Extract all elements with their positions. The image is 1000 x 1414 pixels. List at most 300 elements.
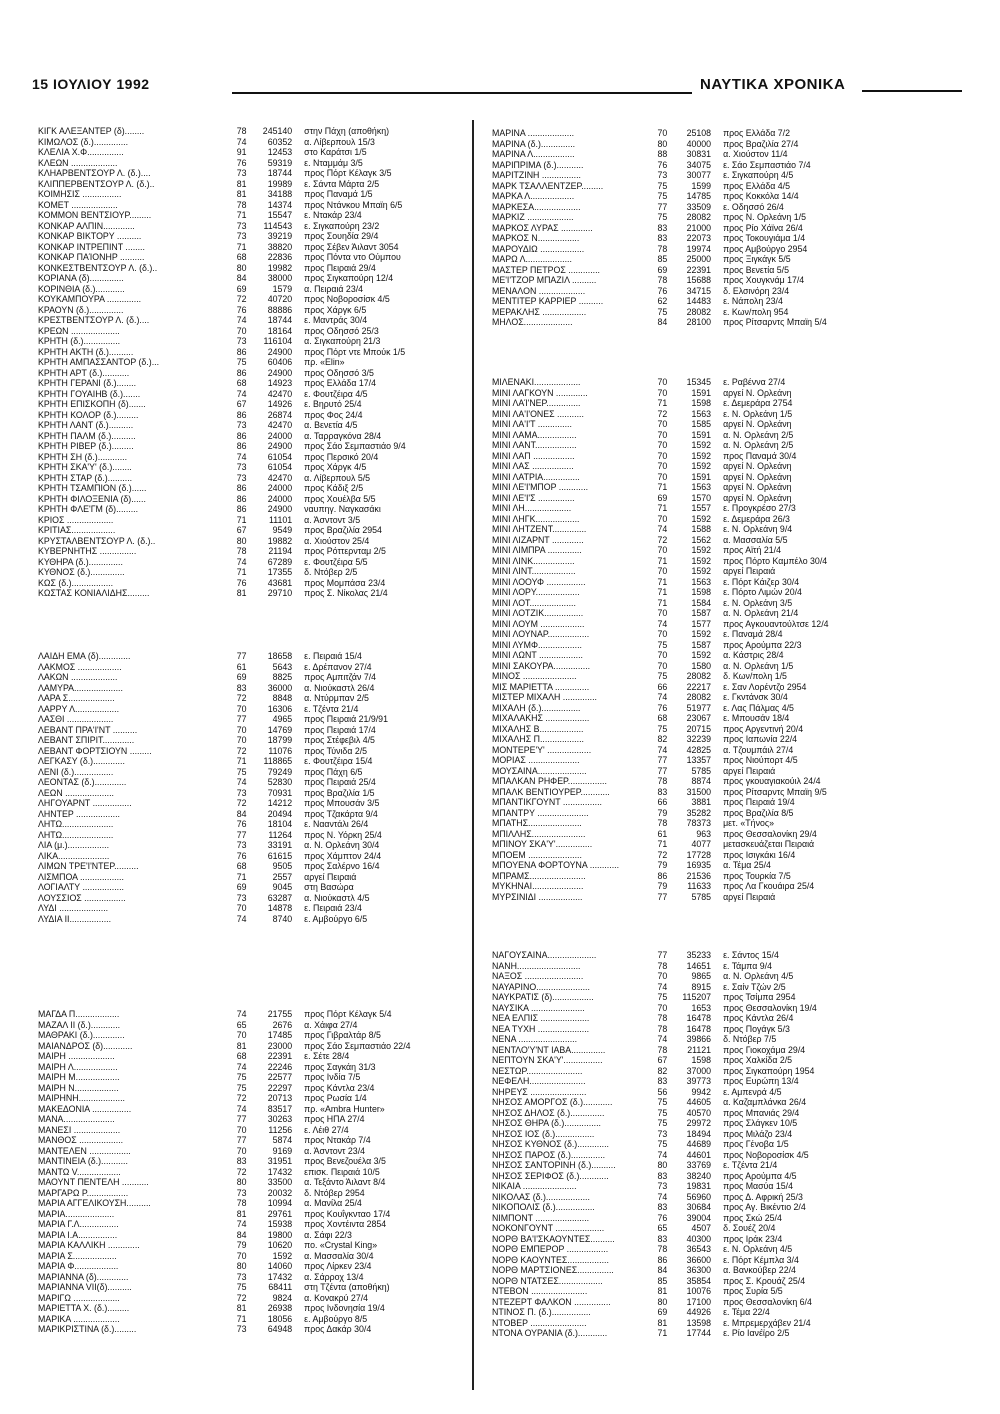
position-destination: ε. Πόρτ Κέμπλα 3/4 [723, 1254, 799, 1265]
build-year: 75 [657, 639, 668, 650]
tonnage: 17355 [267, 567, 293, 577]
build-year: 75 [657, 180, 668, 191]
build-year: 76 [236, 157, 247, 168]
position-destination: προς Χαλκίδα 2/5 [723, 1055, 793, 1065]
ship-entry-row [38, 126, 463, 137]
position-destination: ε. Σιγκαπούρη 4/5 [723, 170, 794, 180]
position-destination: α. Ν. Ορλεάνη 1/5 [723, 660, 794, 671]
tonnage: 28082 [686, 306, 712, 317]
ship-name: ΚΛΙΠΠΕΡΒΕΝΤΣΟΥΡ Λ. (δ.).. [38, 178, 155, 189]
tonnage: 40570 [686, 1107, 712, 1118]
position-destination: πρ. «Ambra Hunter» [304, 1103, 385, 1114]
build-year: 73 [236, 892, 247, 903]
position-destination: προς Αρούμπα 4/5 [723, 1170, 797, 1181]
build-year: 72 [657, 408, 668, 419]
tonnage: 40300 [686, 1233, 712, 1244]
position-destination: ε. Μπρεμερχάβεν 21/4 [723, 1317, 811, 1328]
build-year: 69 [236, 882, 247, 892]
position-destination: προς Θεσσαλονίκη 6/4 [723, 1296, 812, 1307]
ship-name: ΚΡΗΤΗ ΓΕΡΑΝΙ (δ.)........ [38, 378, 137, 388]
tonnage: 20713 [267, 1093, 293, 1103]
ship-name: ΜΑΡΙΑ Φ.................. [38, 1261, 119, 1271]
ship-name: ΛΥΔΙΑ ΙΙ................. [38, 913, 112, 924]
ship-entry-row [492, 871, 972, 882]
ship-name: ΜΑΝΕΣΙ ................... [38, 1124, 121, 1135]
tonnage: 25000 [686, 254, 712, 264]
ship-name: ΜΠΑΝΤΡΥ ..................... [492, 807, 589, 818]
position-destination: προς Σιγκαπούρη 12/4 [304, 273, 394, 283]
ship-name: ΜΠΟΕΜ ...................... [492, 849, 582, 860]
tonnage: 22391 [686, 264, 712, 275]
tonnage: 24900 [267, 441, 293, 451]
ship-entry-row [38, 147, 463, 158]
ship-name: ΚΡΕΣΤΒΕΝΤΣΟΥΡ Λ. (δ.).... [38, 315, 150, 325]
ship-entry-row [38, 851, 463, 862]
position-destination: προς Κάδιξ 2/5 [304, 483, 364, 493]
ship-name: ΜΑΡΙΚΑ ................... [38, 1313, 120, 1324]
build-year: 85 [657, 1275, 668, 1286]
tonnage: 1588 [691, 524, 712, 534]
ship-entry-row [38, 1314, 463, 1325]
position-destination: προς Σιγκαπούρη 1954 [723, 1065, 815, 1076]
build-year: 86 [236, 346, 247, 357]
ship-name: ΜΕΡΑΚΛΗΣ .................. [492, 306, 587, 317]
position-destination: προς Σ. Νίκολας 21/4 [304, 588, 388, 598]
ship-name: ΛΗΓΟΥΑΡΝΤ ................ [38, 798, 132, 808]
build-year: 78 [657, 1044, 668, 1055]
ship-name: ΚΡΗΤΗ (δ.)............... [38, 336, 121, 346]
ship-entry-row [492, 724, 972, 735]
position-destination: προς Τοκουγιάμα 1/4 [723, 233, 806, 243]
ship-name: ΛΙΚΑ..................... [38, 850, 110, 861]
ship-name: ΚΡΗΤΗ ΚΟΛΟΡ (δ.)......... [38, 409, 139, 420]
ship-entry-row [38, 1135, 463, 1146]
ship-entry-row [38, 735, 463, 746]
build-year: 78 [236, 546, 247, 556]
ship-entry-row [492, 461, 972, 472]
ship-entry-row [492, 797, 972, 808]
ship-entry-row [492, 377, 972, 388]
ship-name: ΜΑΙΡΗ Μ.................. [38, 1072, 120, 1082]
tonnage: 35854 [686, 1275, 712, 1286]
build-year: 76 [657, 159, 668, 170]
position-destination: προς Πογάγκ 5/3 [723, 1023, 790, 1034]
ship-name: ΚΛΕΩΝ ................... [38, 157, 118, 168]
build-year: 83 [657, 1233, 668, 1244]
ship-name: ΝΗΣΟΣ ΣΕΡΙΦΟΣ (δ.)............ [492, 1170, 609, 1181]
tonnage: 88886 [267, 304, 293, 315]
build-year: 81 [236, 1303, 247, 1313]
tonnage: 33191 [267, 840, 293, 850]
build-year: 74 [236, 388, 247, 399]
tonnage: 24000 [267, 493, 293, 504]
ship-entry-row [38, 588, 463, 599]
position-destination: α. Ντύρμπαν 2/5 [304, 693, 369, 703]
ship-name: ΜΠΙΝΟΥ ΣΚΑ'Υ'............... [492, 839, 593, 849]
tonnage: 1599 [691, 180, 712, 191]
ship-entry-row [492, 818, 972, 829]
tonnage: 5785 [691, 891, 712, 902]
build-year: 69 [657, 264, 668, 275]
ship-entry-row [492, 1013, 972, 1024]
position-destination: δ. Ντόβερ 2954 [304, 1187, 365, 1198]
ship-entry-row [492, 566, 972, 577]
ship-entry-row [38, 231, 463, 242]
ship-entry-row [492, 829, 972, 840]
ship-entry-row [38, 305, 463, 316]
build-year: 74 [236, 451, 247, 462]
ship-name: ΜΑΙΡΗ Λ.................. [38, 1061, 118, 1072]
tonnage: 14374 [267, 199, 293, 210]
ship-entry-row [492, 482, 972, 493]
build-year: 71 [657, 398, 668, 408]
ship-name: ΛΕΝΙ (δ.)................ [38, 766, 114, 777]
position-destination: α. Λίβερπουλ 15/3 [304, 136, 375, 147]
ship-name: ΜΠΟΥΕΝΑ ΦΟΡΤΟΥΝΑ ............ [492, 860, 620, 870]
position-destination: προς Λα Γκουάιρα 25/4 [723, 881, 815, 891]
build-year: 76 [236, 304, 247, 315]
ship-name: ΜΠΙΛΛΗΣ...................... [492, 828, 586, 839]
build-year: 74 [236, 136, 247, 147]
position-destination: αργεί Ν. Ορλεάνη [723, 492, 792, 503]
build-year: 75 [657, 671, 668, 681]
ship-entry-row [492, 629, 972, 640]
ship-name: ΝΤΙΝΟΣ Π. (δ.)................ [492, 1307, 591, 1317]
ship-name: ΜΑΡΙΝΑ (δ.).............. [492, 138, 576, 149]
ship-name: ΚΡΗΤΗ ΕΠΙΣΚΟΠΗ (δ)....... [38, 399, 146, 409]
ship-name: ΝΤΟΒΕΡ ....................... [492, 1317, 587, 1328]
build-year: 80 [236, 535, 247, 546]
tonnage: 40000 [686, 138, 712, 149]
tonnage: 2676 [272, 1019, 293, 1030]
ship-entry-row [38, 1167, 463, 1178]
position-destination: α. Άσντοντ 3/5 [304, 514, 361, 525]
ship-name: ΜΑΣΤΕΡ ΠΕΤΡΟΣ ............. [492, 264, 600, 275]
tonnage: 36543 [686, 1244, 712, 1254]
position-destination: α. Ταρραγκόνα 28/4 [304, 430, 382, 441]
position-destination: α. Μασσαλία 5/5 [723, 534, 788, 545]
build-year: 80 [657, 1296, 668, 1307]
ship-entry-row [38, 1272, 463, 1283]
tonnage: 20494 [267, 808, 293, 819]
ship-name: ΜΑΖΑΛ ΙΙ (δ.)............ [38, 1019, 121, 1030]
ship-entry-row [492, 149, 972, 160]
ship-entry-row [38, 662, 463, 673]
tonnage: 116104 [263, 336, 293, 346]
ship-name: ΚΟΡΙΑΝΑ (δ).............. [38, 273, 124, 283]
ship-name: ΝΗΣΟΣ ΑΜΟΡΓΟΣ (δ.)............ [492, 1097, 613, 1107]
ship-name: ΜΑΙΡΗΝΗ................... [38, 1093, 126, 1103]
position-destination: α. Βενετία 4/5 [304, 420, 358, 430]
ship-name: ΜΙΝΙ ΛΕ'Ι'Σ ............... [492, 492, 575, 503]
position-destination: δ. Ελσινόρη 23/4 [723, 285, 790, 296]
tonnage: 36300 [686, 1265, 712, 1275]
position-destination: ε. Πειραιά 23/4 [304, 903, 362, 913]
ship-entry-row [38, 336, 463, 347]
position-destination: ε. Οδησσό 26/4 [723, 201, 784, 212]
tonnage: 29761 [267, 1208, 293, 1219]
position-destination: ε. Νααντάλι 26/4 [304, 819, 369, 829]
tonnage: 115207 [682, 992, 712, 1002]
build-year: 81 [657, 1286, 668, 1296]
ship-name: ΚΡΑΟΥΝ (δ.).............. [38, 304, 124, 315]
position-destination: ε. Φουτζέιρα 4/5 [304, 388, 368, 399]
tonnage: 43681 [267, 577, 293, 588]
position-destination: ε. Δρέπανον 27/4 [304, 661, 372, 672]
build-year: 70 [657, 128, 668, 138]
position-destination: ε. Μπουσάν 18/4 [723, 713, 790, 723]
ship-entry-row [492, 961, 972, 972]
ship-name: ΜΙΝΙ ΛΟΥΜ .................. [492, 618, 585, 629]
position-destination: προς Μπανιάς 29/4 [723, 1107, 800, 1118]
ship-entry-row [38, 326, 463, 337]
ship-entry-row [492, 1139, 972, 1150]
tonnage: 59319 [267, 157, 293, 168]
ship-name: ΜΙΝΙ ΣΑΚΟΥΡΑ............... [492, 660, 591, 671]
ship-entry-row [38, 431, 463, 442]
tonnage: 33500 [267, 1177, 293, 1187]
ship-entry-row [38, 1093, 463, 1104]
tonnage: 1579 [272, 283, 293, 294]
position-destination: α. Μανίλα 25/4 [304, 1198, 362, 1208]
position-destination: α. Λίβερπουλ 5/5 [304, 472, 371, 483]
ship-name: ΝΟΡΘ ΒΑ'Ι'ΣΚΑΟΥΝΤΕΣ.......... [492, 1233, 615, 1244]
ship-name: ΚΡΗΤΗ ΛΑΝΤ (δ.).......... [38, 420, 134, 430]
ship-name: ΜΙΝΟΣ ...................... [492, 671, 577, 681]
build-year: 74 [657, 1149, 668, 1160]
build-year: 74 [657, 692, 668, 702]
tonnage: 26938 [267, 1303, 293, 1313]
position-destination: ε. Ρίο Ιανέϊρο 2/5 [723, 1328, 790, 1338]
build-year: 80 [657, 138, 668, 149]
build-year: 72 [236, 745, 247, 756]
position-destination: προς Χουγκνάμ 17/4 [723, 275, 805, 285]
build-year: 78 [236, 1198, 247, 1208]
tonnage: 9169 [272, 1145, 293, 1156]
ship-entry-row [492, 1150, 972, 1161]
build-year: 81 [236, 1040, 247, 1051]
position-destination: προς Παναμά 30/4 [723, 450, 797, 461]
ship-name: ΚΡΕΩΝ .................... [38, 325, 120, 336]
tonnage: 1563 [691, 482, 712, 492]
ship-entry-row [492, 212, 972, 223]
build-year: 74 [236, 315, 247, 325]
tonnage: 42470 [267, 420, 293, 430]
build-year: 61 [657, 828, 668, 839]
build-year: 88 [657, 149, 668, 159]
position-destination: ε. Μαντράς 30/4 [304, 315, 368, 325]
ship-name: ΛΑΡΑ Σ................... [38, 693, 115, 703]
build-year: 69 [236, 283, 247, 294]
tonnage: 16478 [686, 1013, 712, 1023]
position-destination: προς Ντακάρ 7/4 [304, 1135, 371, 1145]
ship-entry-row [38, 914, 463, 925]
ship-entry-row [38, 1062, 463, 1073]
position-destination: α. Καζαμπλάνκα 26/4 [723, 1097, 807, 1107]
position-destination: προς Ιράκ 23/4 [723, 1233, 783, 1244]
position-destination: αργεί Πειραιά [723, 765, 776, 776]
tonnage: 30263 [267, 1114, 293, 1124]
ship-entry-row [38, 1209, 463, 1220]
ship-name: ΜΑΝΤΙΝΕΙΑ (δ.)........... [38, 1156, 128, 1166]
ship-entry-row [38, 1261, 463, 1272]
build-year: 56 [657, 1086, 668, 1097]
tonnage: 1598 [691, 1055, 712, 1065]
tonnage: 36600 [686, 1254, 712, 1265]
ship-entry-row [492, 713, 972, 724]
position-destination: προς Ευρώπη 13/4 [723, 1076, 799, 1086]
build-year: 83 [236, 682, 247, 693]
build-year: 74 [657, 524, 668, 534]
ship-entry-row [492, 1297, 972, 1308]
position-destination: ε. Ν. Ορλεάνη 3/5 [723, 597, 793, 608]
position-destination: στην Πάχη (αποθήκη) [304, 126, 390, 136]
position-destination: προς Σάο Σεμπαστιάο 22/4 [304, 1040, 411, 1051]
tonnage: 22073 [686, 233, 712, 243]
ship-name: ΝΕΑ ΤΥΧΗ ..................... [492, 1023, 590, 1034]
position-destination: προς Ελλάδα 4/5 [723, 180, 790, 191]
position-destination: προς Βραζιλία 1/5 [304, 787, 375, 798]
ship-name: ΝΗΣΟΣ ΘΗΡΑ (δ.)............... [492, 1118, 601, 1128]
ship-entry-row [38, 536, 463, 547]
position-destination: προς Ελλάδα 7/2 [723, 128, 790, 138]
build-year: 69 [236, 672, 247, 682]
ship-entry-row [38, 1125, 463, 1136]
tonnage: 9942 [691, 1086, 712, 1097]
position-destination: ε. Τζέντα 21/4 [723, 1160, 778, 1170]
tonnage: 1587 [691, 639, 712, 650]
ship-entry-row [492, 1171, 972, 1182]
build-year: 86 [236, 493, 247, 504]
tonnage: 15688 [686, 275, 712, 285]
ship-entry-row [492, 950, 972, 961]
tonnage: 21121 [687, 1044, 712, 1055]
position-destination: προς Στέφεβιλ 4/5 [304, 735, 375, 745]
ship-name: ΜΑΡΙΑ Ι.Α................ [38, 1229, 118, 1240]
ship-name: ΛΙΣΜΠΟΑ .................. [38, 871, 124, 882]
ship-entry-row [38, 420, 463, 431]
build-year: 74 [657, 618, 668, 629]
ship-entry-row [492, 1181, 972, 1192]
position-destination: αργεί Ν. Ορλεάνη [723, 471, 792, 482]
tonnage: 15547 [267, 210, 293, 220]
ship-entry-row [492, 398, 972, 409]
ship-entry-row [492, 493, 972, 504]
publication-title: ΝΑΥΤΙΚΑ ΧΡΟΝΙΚΑ [700, 76, 846, 93]
build-year: 83 [657, 222, 668, 233]
position-destination: δ. Ντόβερ 2/5 [304, 567, 358, 577]
ship-name: ΜΙΝΙ ΛΙΝΤ.................. [492, 566, 576, 576]
position-destination: προς Παναμά 1/5 [304, 189, 373, 199]
ship-name: ΚΛΗΑΡΒΕΝΤΣΟΥΡ Λ. (δ.).... [38, 168, 151, 178]
ship-name: ΜΙΝΙ ΛΗΓΚ.................. [492, 513, 580, 524]
ship-entry-row [38, 1114, 463, 1125]
build-year: 70 [236, 1145, 247, 1156]
tonnage: 17432 [267, 1271, 293, 1282]
build-year: 78 [657, 1023, 668, 1034]
ship-entry-row [492, 640, 972, 651]
build-year: 73 [236, 420, 247, 430]
tonnage: 19800 [267, 1229, 293, 1240]
build-year: 67 [236, 525, 247, 535]
ship-entry-row [492, 181, 972, 192]
build-year: 75 [657, 723, 668, 734]
tonnage: 51977 [686, 702, 712, 713]
ship-entry-row [492, 1192, 972, 1203]
ship-entry-row [492, 430, 972, 441]
ship-name: ΝΑΥΚΡΑΤΙΣ (δ)................. [492, 992, 594, 1002]
position-destination: προς Σ. Κρουάζ 25/4 [723, 1275, 806, 1286]
tonnage: 61054 [267, 462, 293, 472]
ship-entry-row [492, 128, 972, 139]
tonnage: 3881 [691, 797, 712, 807]
build-year: 82 [657, 734, 668, 744]
position-destination: α. Κονακρύ 27/4 [304, 1292, 369, 1303]
ship-name: ΜΑΡΙΕΤΤΑ Χ. (δ.)......... [38, 1303, 130, 1313]
build-year: 74 [236, 1219, 247, 1229]
ship-name: ΜΗΛΟΣ.................... [492, 317, 573, 327]
position-destination: αργεί Πειραιά [723, 891, 776, 902]
build-year: 70 [657, 971, 668, 981]
tonnage: 19974 [686, 243, 712, 254]
build-year: 84 [236, 1229, 247, 1240]
build-year: 77 [236, 829, 247, 840]
position-destination: προς Οδησσό 25/3 [304, 325, 379, 336]
build-year: 75 [236, 357, 247, 367]
ship-name: ΛΑΙΔΗ ΕΜΑ (δ)............. [38, 651, 131, 661]
tonnage: 10076 [686, 1286, 712, 1296]
tonnage: 42470 [267, 472, 293, 483]
build-year: 70 [236, 325, 247, 336]
position-destination: α. Πειραιά 23/4 [304, 283, 364, 294]
ship-name: ΜΙΝΙ ΛΕ'Ι'ΜΠΟΡ ............ [492, 482, 589, 492]
position-destination: ε. Ραβέννα 27/4 [723, 377, 786, 387]
tonnage: 15345 [686, 377, 712, 387]
ship-entry-row [38, 1072, 463, 1083]
tonnage: 32239 [686, 734, 712, 744]
ship-name: ΜΑΓΔΑ Π.................. [38, 1009, 120, 1019]
build-year: 70 [236, 1124, 247, 1135]
position-destination: προς Ξιγκάγκ 5/5 [723, 254, 791, 264]
position-destination: προς Πειραιά 21/9/91 [304, 714, 388, 724]
ship-name: ΜΙΧΑΛΗΣ Π.................. [492, 734, 584, 744]
ship-name: ΛΗΤΩ..................... [38, 819, 114, 829]
ship-entry-row [38, 347, 463, 358]
position-destination: προς ΗΠΑ 27/4 [304, 1114, 365, 1124]
tonnage: 19989 [267, 178, 293, 189]
position-destination: προς Αρούμπα 22/3 [723, 639, 802, 650]
ship-entry-row [38, 578, 463, 589]
build-year: 72 [236, 693, 247, 703]
position-destination: ε. Αμβούργο 6/5 [304, 913, 368, 924]
build-year: 73 [236, 168, 247, 178]
ship-entry-row [492, 409, 972, 420]
ship-name: ΝΑΥΑΡΙΝΟ...................... [492, 981, 590, 992]
ship-name: ΜΙΝΙ ΛΑΊ'ΝΕΡ.............. [492, 398, 581, 408]
build-year: 86 [236, 430, 247, 441]
build-year: 77 [657, 201, 668, 212]
build-year: 77 [236, 1114, 247, 1124]
tonnage: 13357 [686, 755, 712, 765]
ship-entry-row [38, 357, 463, 368]
position-destination: ε. Ν. Ορλεάνη 1/5 [723, 408, 793, 419]
tonnage: 18744 [267, 315, 293, 325]
build-year: 66 [657, 797, 668, 807]
ship-name: ΚΡΗΤΗ ΦΛΕ'ΓΜ (δ)......... [38, 504, 139, 514]
position-destination: α. Ν. Ορλεάνη 30/4 [304, 840, 380, 850]
ship-entry-row [38, 1177, 463, 1188]
tonnage: 18104 [267, 819, 293, 829]
